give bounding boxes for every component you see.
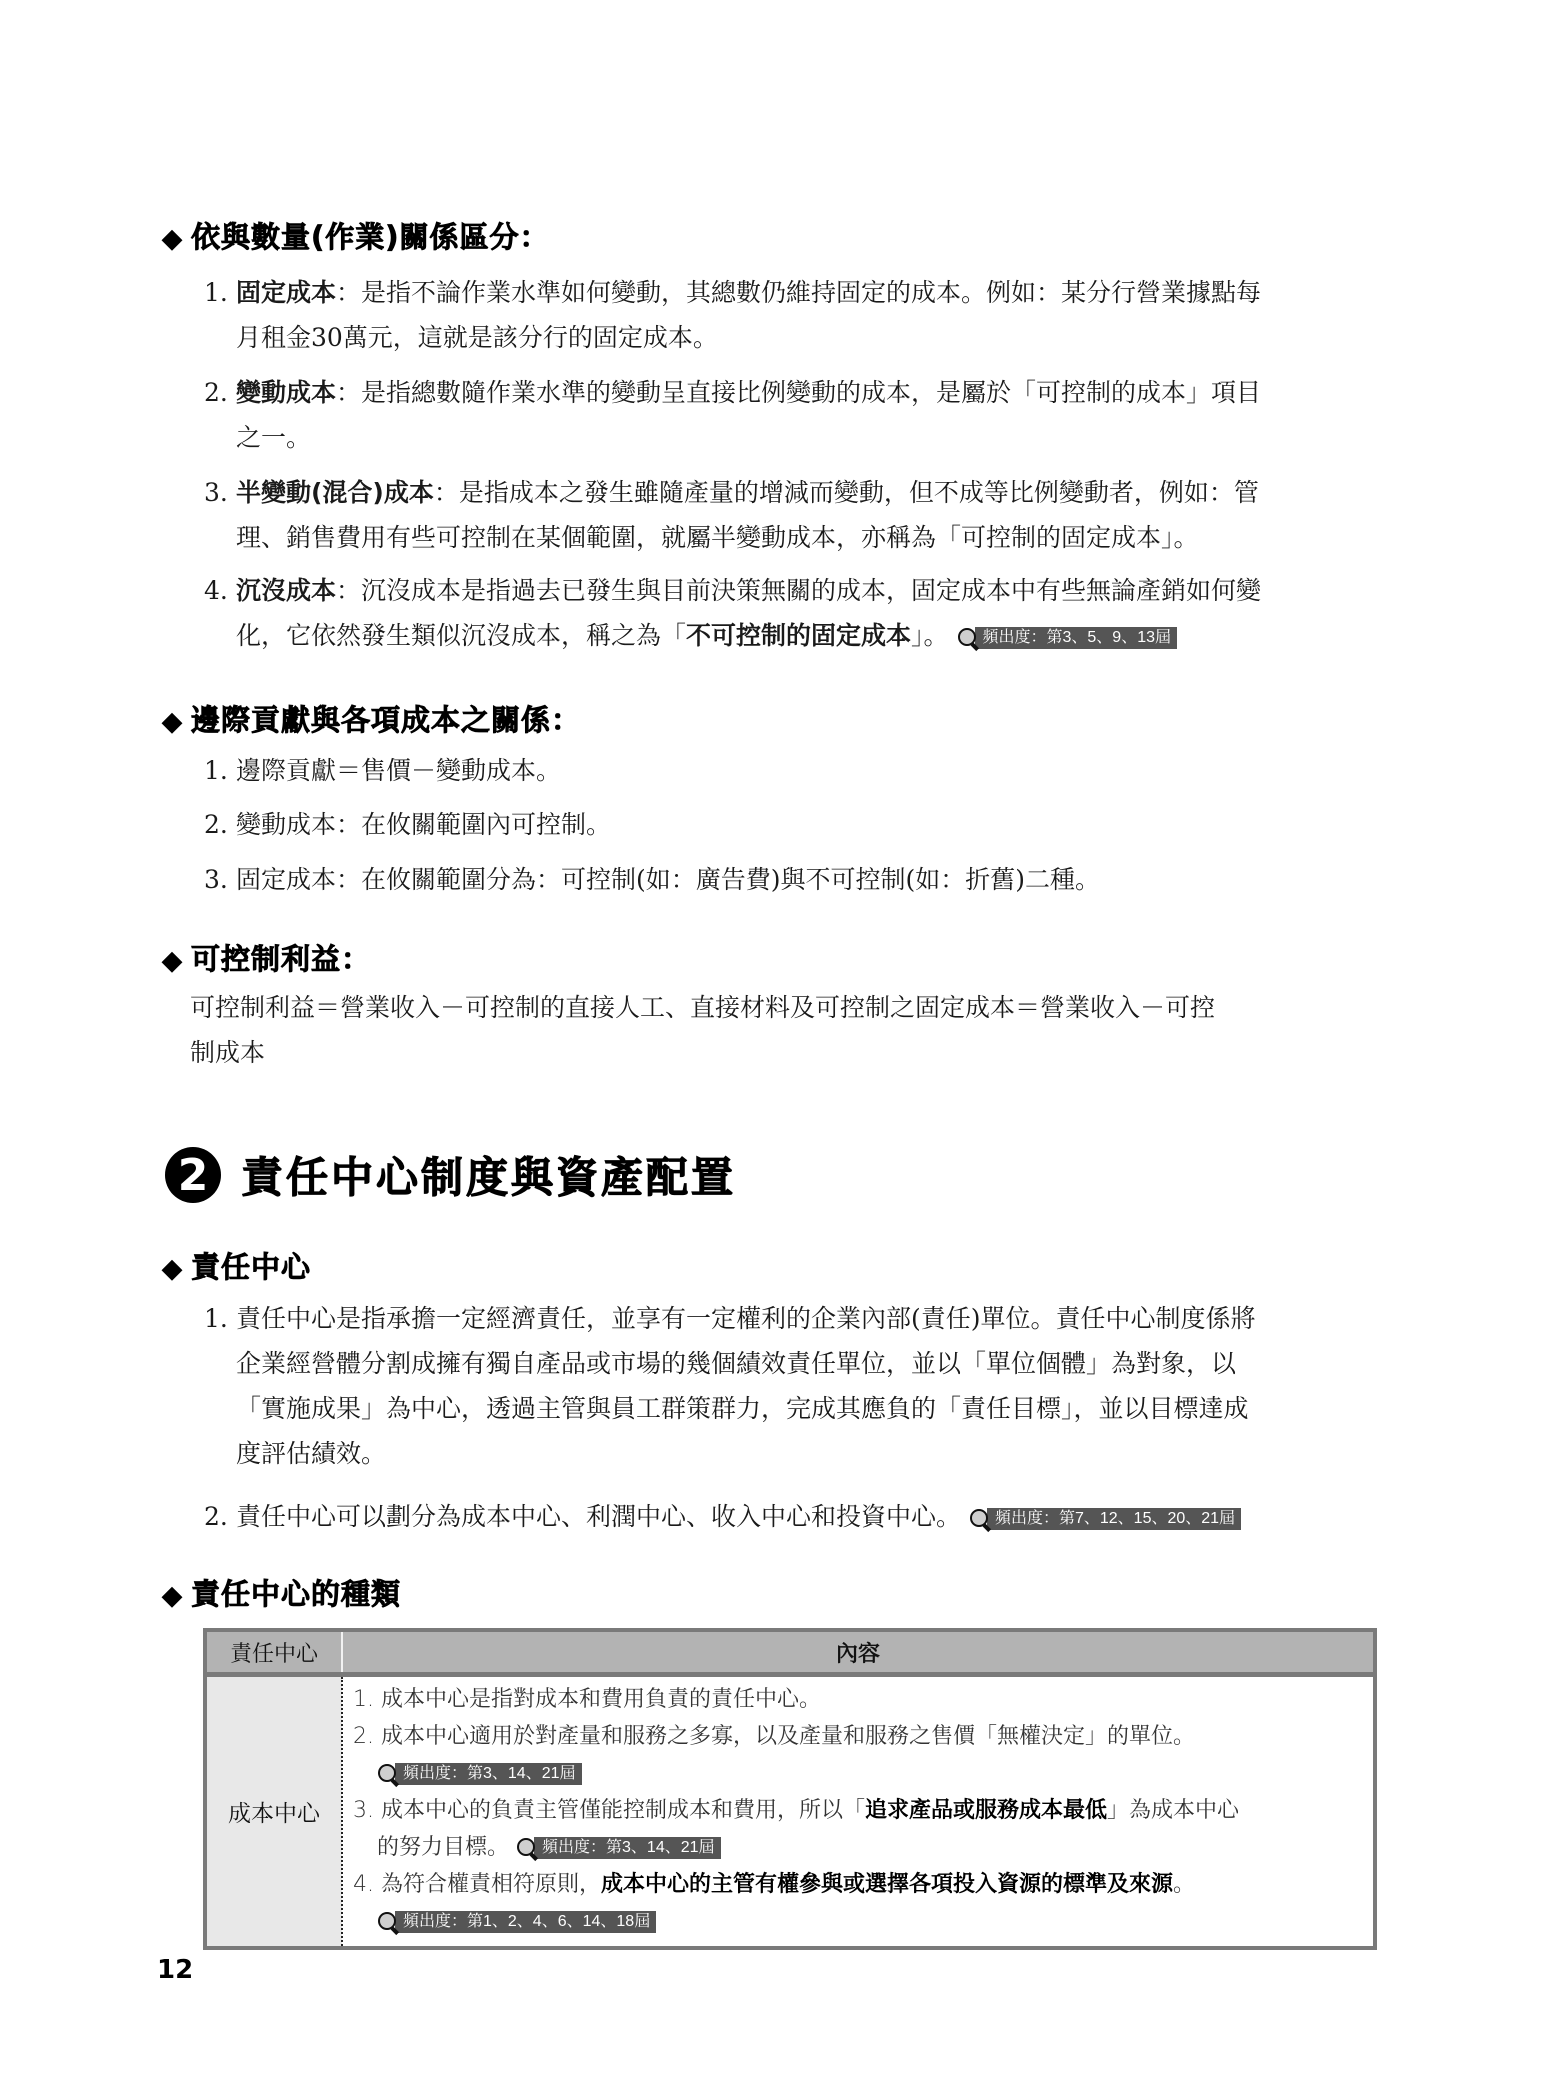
content-line: 的努力目標。 bbox=[377, 1835, 510, 1860]
list-item-fixed-cost bbox=[204, 270, 1384, 360]
section-heading-center-types bbox=[162, 1572, 401, 1613]
badge-text: 頻出度：第3、14、21屆 bbox=[534, 1837, 721, 1859]
item-number: 3. bbox=[204, 478, 228, 507]
item-text-continued: 理、銷售費用有些可控制在某個範圍，就屬半變動成本，亦稱為「可控制的固定成本」。 bbox=[236, 523, 1199, 552]
list-item-responsibility-types bbox=[204, 1494, 1384, 1539]
heading-text: 責任中心的種類 bbox=[191, 1577, 402, 1611]
list-item bbox=[204, 748, 1384, 793]
controllable-profit-formula bbox=[190, 985, 1390, 1075]
heading-text: 邊際貢獻與各項成本之關係： bbox=[191, 703, 582, 737]
frequency-badge bbox=[969, 1508, 1241, 1530]
content-line: 2. 成本中心適用於對產量和服務之多寡，以及產量和服務之售價「無權決定」的單位。 bbox=[353, 1724, 1195, 1749]
item-text: 」。 bbox=[911, 621, 949, 650]
item-text: ：是指成本之發生雖隨產量的增減而變動，但不成等比例變動者，例如：管 bbox=[433, 478, 1259, 507]
badge-text: 頻出度：第3、5、9、13屆 bbox=[975, 627, 1178, 649]
item-text-continued: 度評估績效。 bbox=[236, 1439, 387, 1468]
content-bold: 追求產品或服務成本最低 bbox=[865, 1798, 1108, 1823]
diamond-bullet-icon: ◆ bbox=[162, 1581, 183, 1611]
item-text: 責任中心是指承擔一定經濟責任，並享有一定權利的企業內部(責任)單位。責任中心制度係將 bbox=[236, 1304, 1256, 1333]
heading-text: 可控制利益： bbox=[191, 942, 372, 976]
formula-line: 制成本 bbox=[190, 1038, 266, 1067]
frequency-badge bbox=[957, 627, 1178, 649]
item-text: 責任中心可以劃分為成本中心、利潤中心、收入中心和投資中心。 bbox=[236, 1502, 962, 1531]
section-heading-responsibility-center bbox=[162, 1245, 311, 1286]
item-text: 固定成本：在攸關範圍分為：可控制(如：廣告費)與不可控制(如：折舊)二種。 bbox=[236, 865, 1101, 894]
item-number: 2. bbox=[204, 810, 228, 839]
magnifier-icon bbox=[377, 1911, 399, 1933]
row-label-cost-center: 成本中心 bbox=[205, 1675, 342, 1949]
item-number: 1. bbox=[204, 278, 228, 307]
table-row bbox=[205, 1675, 1375, 1949]
badge-text: 頻出度：第7、12、15、20、21屆 bbox=[987, 1508, 1241, 1530]
term-bold: 不可控制的固定成本 bbox=[686, 621, 912, 650]
heading-text: 責任中心 bbox=[191, 1250, 312, 1284]
item-text-continued: 企業經營體分割成擁有獨自產品或市場的幾個績效責任單位，並以「單位個體」為對象，以 bbox=[236, 1349, 1237, 1378]
magnifier-icon bbox=[969, 1508, 991, 1530]
item-number: 1. bbox=[204, 1304, 228, 1333]
badge-text: 頻出度：第3、14、21屆 bbox=[395, 1763, 582, 1785]
content-line: 。 bbox=[1173, 1872, 1196, 1897]
item-number: 2. bbox=[204, 378, 228, 407]
formula-line: 可控制利益＝營業收入－可控制的直接人工、直接材料及可控制之固定成本＝營業收入－可控 bbox=[190, 993, 1216, 1022]
chapter-number-badge: 2 bbox=[165, 1147, 221, 1203]
diamond-bullet-icon: ◆ bbox=[162, 707, 183, 737]
diamond-bullet-icon: ◆ bbox=[162, 946, 183, 976]
item-text-continued: 月租金30萬元，這就是該分行的固定成本。 bbox=[236, 323, 718, 352]
frequency-badge bbox=[377, 1911, 656, 1933]
magnifier-icon bbox=[377, 1763, 399, 1785]
content-line: 4. 為符合權責相符原則， bbox=[353, 1872, 601, 1897]
term-bold: 沉沒成本 bbox=[236, 576, 337, 605]
table-header-row bbox=[205, 1630, 1375, 1675]
item-number: 3. bbox=[204, 865, 228, 894]
item-text: 邊際貢獻＝售價－變動成本。 bbox=[236, 756, 562, 785]
list-item-responsibility-definition bbox=[204, 1296, 1384, 1476]
list-item-sunk-cost bbox=[204, 568, 1384, 658]
term-bold: 半變動(混合)成本 bbox=[236, 478, 434, 507]
header-content: 內容 bbox=[342, 1630, 1375, 1675]
item-number: 4. bbox=[204, 576, 228, 605]
item-number: 1. bbox=[204, 756, 228, 785]
item-text: 變動成本：在攸關範圍內可控制。 bbox=[236, 810, 612, 839]
section-heading-controllable-profit bbox=[162, 937, 371, 978]
magnifier-icon bbox=[516, 1837, 538, 1859]
chapter-title: 責任中心制度與資產配置 bbox=[241, 1153, 737, 1202]
header-center: 責任中心 bbox=[205, 1630, 342, 1675]
item-text-continued: 之一。 bbox=[236, 423, 312, 452]
row-content bbox=[342, 1675, 1375, 1949]
item-text: ：是指總數隨作業水準的變動呈直接比例變動的成本，是屬於「可控制的成本」項目 bbox=[336, 378, 1262, 407]
frequency-badge bbox=[377, 1763, 582, 1785]
page-number: 12 bbox=[157, 1955, 194, 1985]
term-bold: 固定成本 bbox=[236, 278, 337, 307]
section-heading-marginal-contribution bbox=[162, 698, 581, 739]
diamond-bullet-icon: ◆ bbox=[162, 1254, 183, 1284]
magnifier-icon bbox=[957, 627, 979, 649]
content-line: 3. 成本中心的負責主管僅能控制成本和費用，所以「 bbox=[353, 1798, 865, 1823]
list-item-variable-cost bbox=[204, 370, 1384, 460]
frequency-badge bbox=[516, 1837, 721, 1859]
item-text-continued: 化，它依然發生類似沉沒成本，稱之為「 bbox=[236, 621, 687, 650]
item-number: 2. bbox=[204, 1502, 228, 1531]
diamond-bullet-icon: ◆ bbox=[162, 224, 183, 254]
list-item bbox=[204, 857, 1384, 902]
content-bold: 成本中心的主管有權參與或選擇各項投入資源的標準及來源 bbox=[600, 1872, 1173, 1897]
section-heading-quantity-relation bbox=[162, 215, 550, 256]
item-text: ：是指不論作業水準如何變動，其總數仍維持固定的成本。例如：某分行營業據點每 bbox=[336, 278, 1262, 307]
responsibility-center-table bbox=[203, 1628, 1377, 1950]
content-line: 」為成本中心 bbox=[1107, 1798, 1240, 1823]
heading-text: 依與數量(作業)關係區分： bbox=[191, 220, 550, 254]
content-line: 1. 成本中心是指對成本和費用負責的責任中心。 bbox=[353, 1687, 821, 1712]
item-text-continued: 「實施成果」為中心，透過主管與員工群策群力，完成其應負的「責任目標」，並以目標達成 bbox=[236, 1394, 1249, 1423]
item-text: ：沉沒成本是指過去已發生與目前決策無關的成本，固定成本中有些無論產銷如何變 bbox=[336, 576, 1262, 605]
chapter-heading bbox=[165, 1145, 736, 1205]
list-item bbox=[204, 802, 1384, 847]
list-item-semi-variable-cost bbox=[204, 470, 1384, 560]
term-bold: 變動成本 bbox=[236, 378, 337, 407]
badge-text: 頻出度：第1、2、4、6、14、18屆 bbox=[395, 1911, 656, 1933]
